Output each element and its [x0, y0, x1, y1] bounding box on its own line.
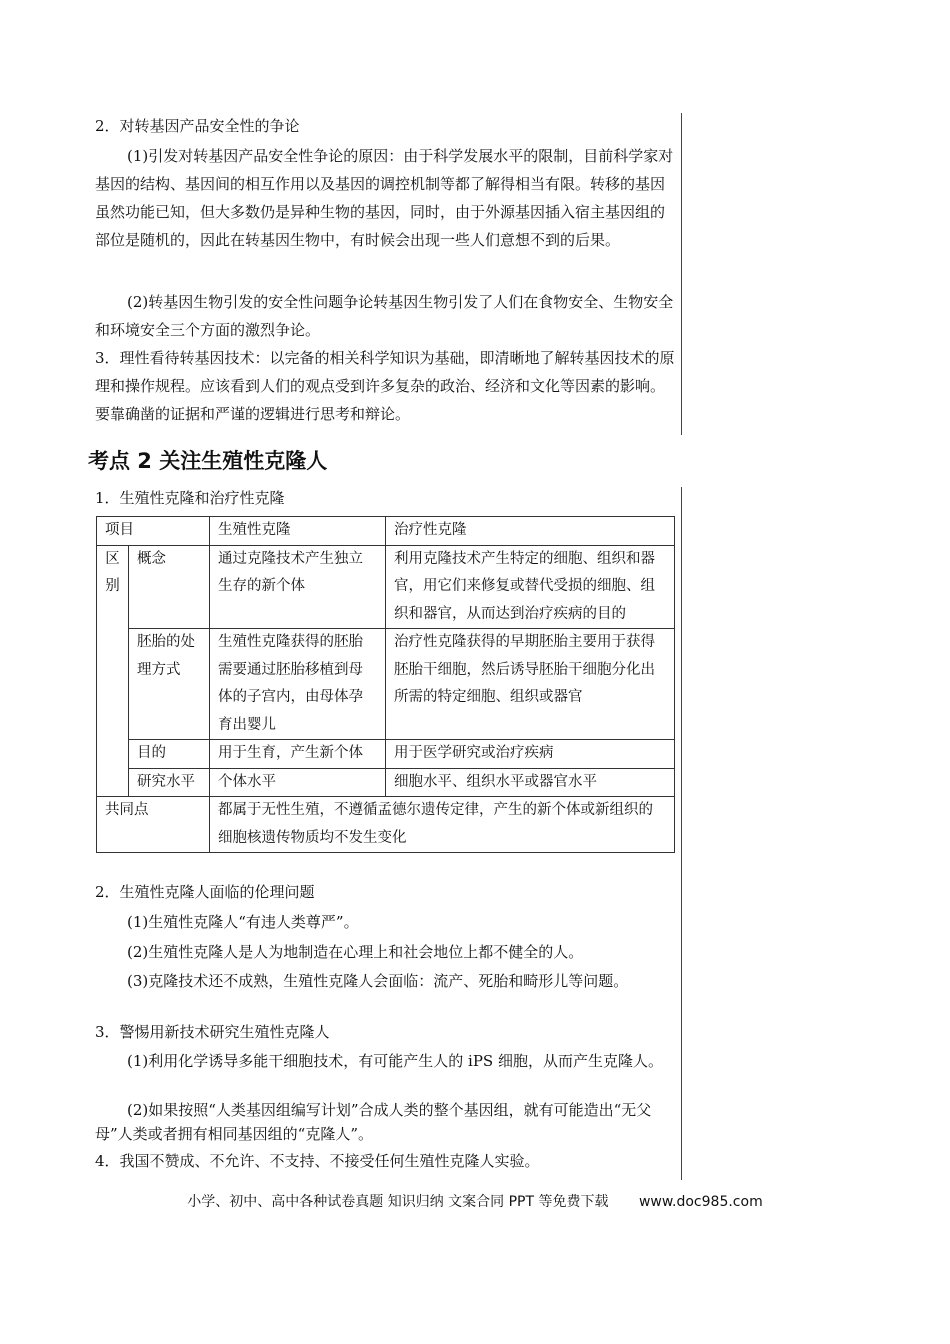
row-reproductive: 通过克隆技术产生独立生存的新个体 [210, 545, 386, 629]
header-reproductive: 生殖性克隆 [210, 517, 386, 546]
cloning-comparison-table [96, 516, 675, 853]
item2-title: 2．对转基因产品安全性的争论 [95, 117, 300, 135]
clone-item3-paragraph-1: (1)利用化学诱导多能干细胞技术，有可能产生人的 iPS 细胞，从而产生克隆人。 [127, 1052, 663, 1070]
difference-label: 区别 [97, 545, 129, 797]
table-common-row [97, 797, 675, 853]
clone-item3-title: 3．警惕用新技术研究生殖性克隆人 [95, 1023, 330, 1041]
section-heading: 考点 2 关注生殖性克隆人 [88, 449, 328, 473]
row-reproductive: 个体水平 [210, 768, 386, 797]
margin-line-top [681, 113, 682, 435]
clone-item2-paragraph-3: (3)克隆技术还不成熟，生殖性克隆人会面临：流产、死胎和畸形儿等问题。 [127, 972, 629, 990]
common-text: 都属于无性生殖，不遵循孟德尔遗传定律，产生的新个体或新组织的细胞核遗传物质均不发生变化 [210, 797, 675, 853]
row-therapeutic: 细胞水平、组织水平或器官水平 [386, 768, 675, 797]
clone-item1-title: 1．生殖性克隆和治疗性克隆 [95, 489, 285, 507]
footer-text: 小学、初中、高中各种试卷真题 知识归纳 文案合同 PPT 等免费下载 [187, 1194, 609, 1210]
row-label: 目的 [129, 740, 210, 769]
clone-item3-paragraph-2: (2)如果按照“人类基因组编写计划”合成人类的整个基因组，就有可能造出“无父母”人类或者拥有相同基因组的“克隆人”。 [95, 1101, 652, 1143]
row-label: 概念 [129, 545, 210, 629]
item3-paragraph: 3．理性看待转基因技术：以完备的相关科学知识为基础，即清晰地了解转基因技术的原理和操作规程。应该看到人们的观点受到许多复杂的政治、经济和文化等因素的影响。要靠确凿的证据和严谨的逻辑进行思考和辩论。 [95, 349, 675, 423]
row-therapeutic: 利用克隆技术产生特定的细胞、组织和器官，用它们来修复或替代受损的细胞、组织和器官，从而达到治疗疾病的目的 [386, 545, 675, 629]
table-row [97, 545, 675, 629]
row-therapeutic: 用于医学研究或治疗疾病 [386, 740, 675, 769]
row-therapeutic: 治疗性克隆获得的早期胚胎主要用于获得胚胎干细胞，然后诱导胚胎干细胞分化出所需的特定细胞、组织或器官 [386, 629, 675, 740]
row-label: 研究水平 [129, 768, 210, 797]
item2-paragraph-2: (2)转基因生物引发的安全性问题争论转基因生物引发了人们在食物安全、生物安全和环境安全三个方面的激烈争论。 [95, 293, 674, 339]
clone-item2-paragraph-1: (1)生殖性克隆人“有违人类尊严”。 [127, 913, 359, 931]
clone-item2-title: 2．生殖性克隆人面临的伦理问题 [95, 883, 315, 901]
row-reproductive: 生殖性克隆获得的胚胎需要通过胚胎移植到母体的子宫内，由母体孕育出婴儿 [210, 629, 386, 740]
table-header-row [97, 517, 675, 546]
header-therapeutic: 治疗性克隆 [386, 517, 675, 546]
table-row [97, 768, 675, 797]
header-item: 项目 [97, 517, 210, 546]
clone-item4-paragraph: 4．我国不赞成、不允许、不支持、不接受任何生殖性克隆人实验。 [95, 1152, 540, 1170]
common-label: 共同点 [97, 797, 210, 853]
margin-line-bottom [681, 487, 682, 1180]
clone-item2-paragraph-2: (2)生殖性克隆人是人为地制造在心理上和社会地位上都不健全的人。 [127, 943, 584, 961]
row-label: 胚胎的处理方式 [129, 629, 210, 740]
table-row [97, 629, 675, 740]
table-row [97, 740, 675, 769]
item2-paragraph-1: (1)引发对转基因产品安全性争论的原因：由于科学发展水平的限制，目前科学家对基因的结构、基因间的相互作用以及基因的调控机制等都了解得相当有限。转移的基因虽然功能已知，但大多数仍是异种生物的基因，同时，由于外源基因插入宿主基因组的部位是随机的，因此在转基因生物中，有时候会出现一些人们意想不到的后果。 [95, 147, 674, 249]
row-reproductive: 用于生育，产生新个体 [210, 740, 386, 769]
page-footer [0, 1191, 950, 1211]
footer-url[interactable]: www.doc985.com [638, 1194, 763, 1210]
